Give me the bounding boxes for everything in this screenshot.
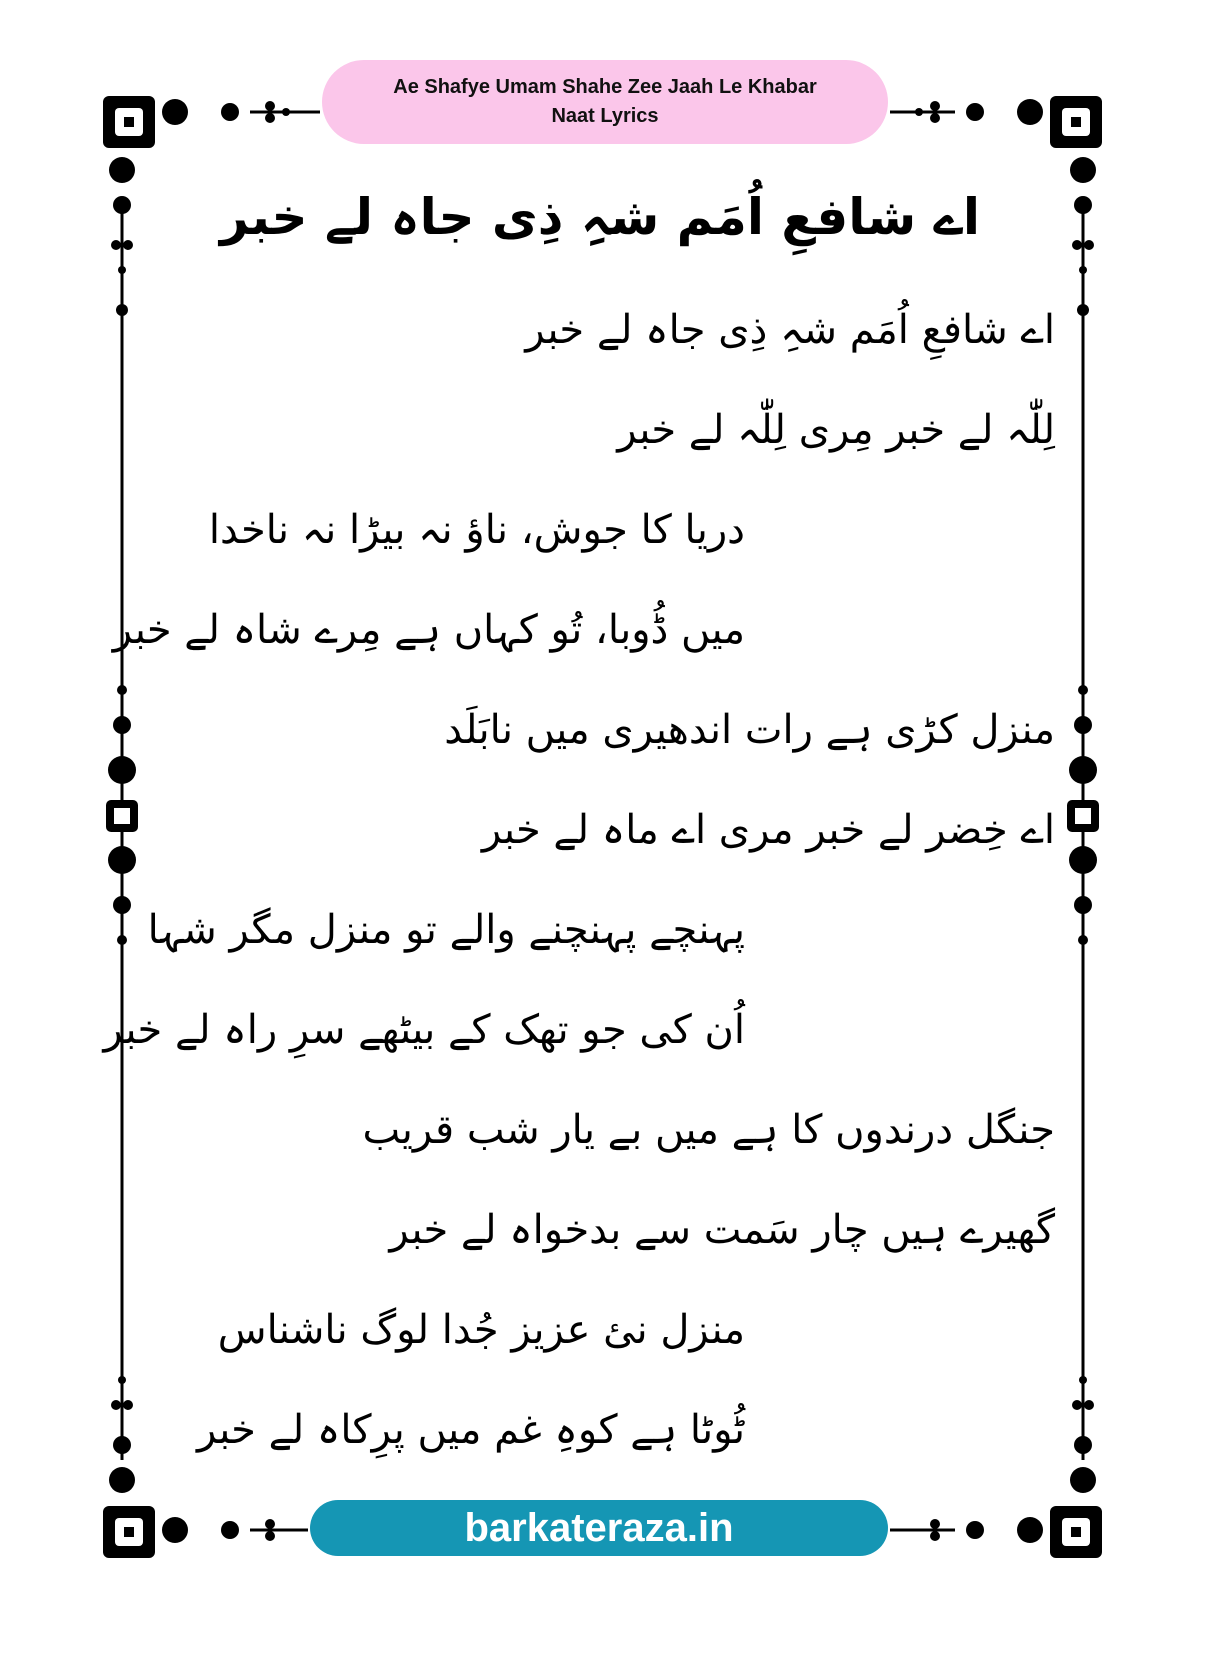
header-title-badge <box>322 60 888 144</box>
verse-line: دریا کا جوش، ناؤ نہ بیڑا نہ ناخدا <box>208 507 745 553</box>
verse-line: اے شافعِ اُمَم شہِ ذِی جاہ لے خبر <box>525 307 1055 353</box>
verse-line: منزل نئ عزیز جُدا لوگ ناشناس <box>217 1307 745 1353</box>
verse-line: پہنچے پہنچنے والے تو منزل مگر شہا <box>147 907 745 953</box>
stanza-6 <box>105 1280 745 1480</box>
stanza-4 <box>105 880 745 1080</box>
side-ornament-right <box>1067 685 1099 945</box>
header-title-line-1: Ae Shafye Umam Shahe Zee Jaah Le Khabar <box>393 76 817 98</box>
verse-line: میں ڈُوبا، تُو کہاں ہے مِرے شاہ لے خبر <box>112 607 745 653</box>
verse-line: ٹُوٹا ہے کوہِ غم میں پرِکاہ لے خبر <box>197 1407 745 1453</box>
website-link[interactable]: barkateraza.in <box>310 1500 888 1556</box>
verse-line: جنگل درندوں کا ہے میں بے یار شب قریب <box>362 1107 1055 1153</box>
verse-line: منزل کڑی ہے رات اندھیری میں نابَلَد <box>444 707 1055 753</box>
stanza-2 <box>105 480 745 680</box>
verse-line: لِلّٰہ لے خبر مِری لِلّٰہ لے خبر <box>617 407 1055 453</box>
verse-line: اے خِضر لے خبر مری اے ماہ لے خبر <box>481 807 1055 853</box>
stanza-3 <box>415 680 1055 880</box>
header-title-line-2: Naat Lyrics <box>551 105 659 127</box>
verse-line: اُن کی جو تھک کے بیٹھے سرِ راہ لے خبر <box>103 1007 745 1053</box>
stanza-5 <box>362 1080 1055 1280</box>
verse-line: گھیرے ہیں چار سَمت سے بدخواہ لے خبر <box>389 1207 1055 1253</box>
corner-ornament-bottom-right <box>930 1376 1102 1558</box>
urdu-title: اے شافعِ اُمَم شہِ ذِی جاہ لے خبر <box>219 188 981 246</box>
stanza-1 <box>415 280 1055 480</box>
